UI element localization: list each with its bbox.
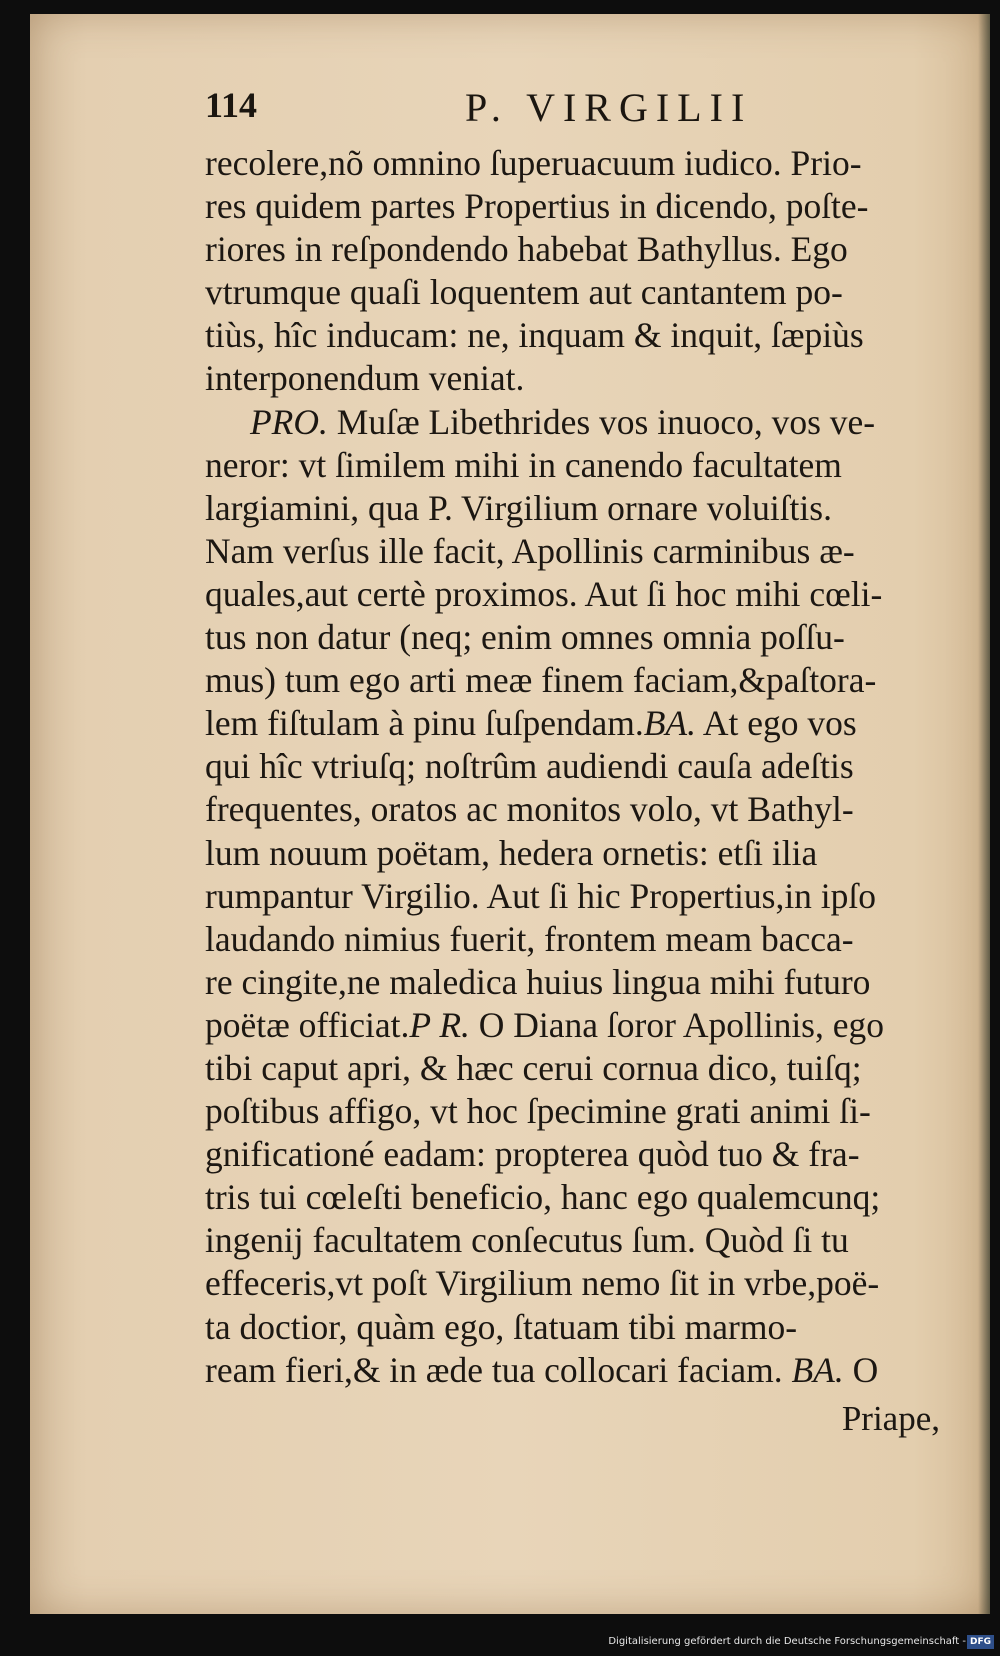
speaker-label-ba: BA.	[791, 1349, 844, 1390]
text-line: re cingite,ne maledica huius lingua mihi futuro	[205, 961, 871, 1002]
speaker-label-pro: PRO.	[250, 401, 328, 442]
book-page	[30, 14, 990, 1614]
speech-text: lem fiſtulam à pinu ſuſpendam.	[205, 703, 644, 744]
running-head	[205, 84, 805, 144]
speech-text: O	[852, 1349, 879, 1390]
text-line: frequentes, oratos ac monitos volo, vt Bathyl-	[205, 789, 854, 830]
speech-text: At ego vos	[702, 703, 857, 744]
speech-switch-line	[205, 1004, 980, 1047]
text-line: tiùs, hîc inducam: ne, inquam & inquit, ſæpiùs	[205, 315, 864, 356]
text-line: rumpantur Virgilio. Aut ſi hic Propertius,in ipſo	[205, 875, 877, 916]
text-line: tus non datur (neq; enim omnes omnia poſſu-	[205, 617, 845, 658]
footer-bar	[0, 1624, 1000, 1656]
speech-text: poëtæ officiat.	[205, 1004, 410, 1045]
speaker-label-ba: BA.	[643, 703, 696, 744]
text-line: res quidem partes Propertius in dicendo, poſte-	[205, 186, 869, 227]
text-line: ingenij facultatem conſecutus ſum. Quòd ſi tu	[205, 1220, 849, 1261]
text-line: laudando nimius fuerit, frontem meam bacca-	[205, 918, 854, 959]
text-line: effeceris,vt poſt Virgilium nemo ſit in vrbe,poë-	[205, 1263, 880, 1304]
speech-first-line	[205, 401, 980, 444]
running-title: P. VIRGILII	[465, 85, 753, 130]
text-line: riores in reſpondendo habebat Bathyllus. Ego	[205, 229, 848, 270]
speaker-label-pr: P R.	[409, 1004, 470, 1045]
text-block	[205, 142, 980, 1392]
dfg-logo-icon: DFG	[967, 1635, 994, 1649]
text-line: vtrumque quaſi loquentem aut cantantem po-	[205, 272, 843, 313]
catchword: Priape,	[841, 1399, 940, 1438]
text-line: poſtibus affigo, vt hoc ſpecimine grati animi ſi-	[205, 1091, 871, 1132]
text-line: gnificationé eadam: propterea quòd tuo & fra-	[205, 1134, 860, 1175]
speech-text: O Diana ſoror Apollinis, ego	[478, 1004, 884, 1045]
text-line: mus) tum ego arti meæ finem faciam,&paſtora-	[205, 660, 877, 701]
text-line: quales,aut certè proximos. Aut ſi hoc mihi cœli-	[205, 573, 883, 614]
page-number: 114	[205, 85, 258, 125]
text-line: interponendum veniat.	[205, 358, 525, 399]
funding-credit: Digitalisierung gefördert durch die Deutsche Forschungsgemeinschaft -	[608, 1636, 966, 1647]
text-line: tris tui cœleſti beneficio, hanc ego qualemcunq;	[205, 1177, 881, 1218]
text-line: tibi caput apri, & hæc cerui cornua dico, tuiſq;	[205, 1047, 862, 1088]
text-line: Nam verſus ille facit, Apollinis carminibus æ-	[205, 530, 855, 571]
text-line: ta doctior, quàm ego, ſtatuam tibi marmo-	[205, 1306, 798, 1347]
text-line: qui hîc vtriuſq; noſtrûm audiendi cauſa adeſtis	[205, 746, 854, 787]
speech-switch-line	[205, 702, 980, 745]
speech-text: Muſæ Libethrides vos inuoco, vos ve-	[336, 401, 876, 442]
text-line: lum nouum poëtam, hedera ornetis: etſi ilia	[205, 832, 818, 873]
text-line: largiamini, qua P. Virgilium ornare voluiſtis.	[205, 487, 832, 528]
speech-text: ream fieri,& in æde tua collocari faciam.	[205, 1349, 783, 1390]
speech-switch-line	[205, 1349, 980, 1392]
text-line: neror: vt ſimilem mihi in canendo facultatem	[205, 444, 842, 485]
text-line: recolere,nõ omnino ſuperuacuum iudico. Prio-	[205, 143, 862, 183]
